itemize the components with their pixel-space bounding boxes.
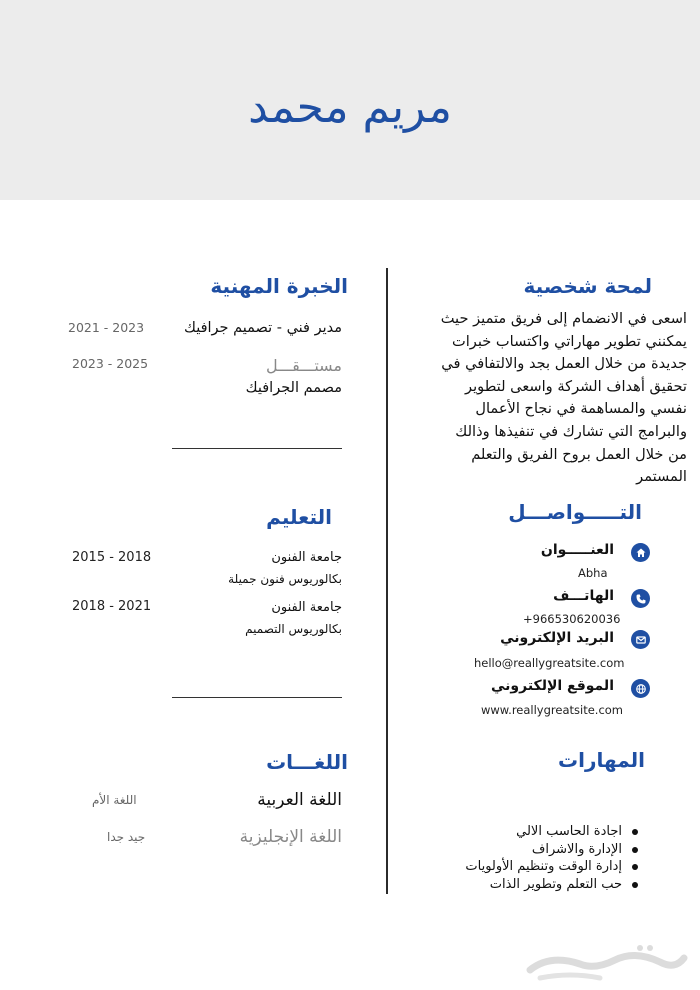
haraj-logo-icon	[520, 940, 690, 984]
experience-title: الخبرة المهنية	[210, 274, 348, 298]
contact-title: التـــــواصـــل	[508, 500, 642, 524]
website-value: www.reallygreatsite.com	[481, 703, 624, 717]
experience-role: مصمم الجرافيك	[245, 380, 342, 396]
experience-role: مدير فني - تصميم جرافيك	[183, 320, 342, 336]
profile-line: اسعى في الانضمام إلى فريق متميز حيث	[440, 310, 687, 327]
profile-line: من خلال العمل بروح الفريق والتعلم	[471, 445, 687, 463]
phone-label: الهاتـــف	[553, 588, 614, 604]
phone-icon	[631, 589, 650, 608]
email-label: البريد الإلكتروني	[500, 630, 614, 646]
profile-line: المستمر	[636, 468, 687, 486]
phone-value: +966530620036	[523, 612, 621, 626]
address-value: Abha	[578, 566, 608, 580]
education-school: جامعة الفنون	[271, 550, 342, 565]
education-degree: بكالوريوس التصميم	[245, 622, 342, 636]
skill-item: اجادة الحاسب الالي	[465, 823, 638, 841]
address-label: العنـــــوان	[540, 542, 614, 558]
language-level: اللغة الأم	[92, 793, 137, 807]
experience-date: 2023 - 2025	[72, 356, 149, 371]
language-name: اللغة الإنجليزية	[239, 827, 342, 847]
profile-line: والبرامج التي تشارك في تنفيذها وذالك	[455, 422, 687, 440]
section-divider	[172, 448, 342, 449]
email-value: hello@reallygreatsite.com	[474, 656, 625, 670]
profile-title: لمحة شخصية	[523, 274, 652, 298]
website-label: الموقع الإلكتروني	[491, 678, 614, 694]
skill-item: إدارة الوقت وتنظيم الأولويات	[465, 858, 638, 876]
education-date: 2018 - 2021	[72, 599, 152, 614]
skills-list	[465, 823, 638, 893]
profile-line: يمكنني تطوير مهاراتي واكتساب خبرات	[451, 332, 687, 350]
skills-title: المهارات	[558, 748, 645, 772]
education-date: 2015 - 2018	[72, 550, 152, 565]
language-name: اللغة العربية	[257, 790, 342, 810]
section-divider	[172, 697, 342, 698]
profile-text	[387, 308, 687, 489]
language-level: جيد جدا	[107, 830, 146, 844]
globe-icon	[631, 679, 650, 698]
languages-title: اللغـــات	[266, 750, 348, 774]
skill-item: حب التعلم وتطوير الذات	[465, 876, 638, 894]
profile-line: جديدة من خلال العمل بجد والالتفافي في	[441, 355, 687, 373]
resume-name: مريم محمد	[248, 82, 452, 133]
experience-date: 2021 - 2023	[68, 320, 145, 335]
profile-line: نفسي والمساهمة في نجاح الأعمال	[475, 400, 687, 418]
education-degree: بكالوريوس فنون جميلة	[228, 572, 342, 586]
experience-role-freelance: مستـــقـــل	[265, 356, 342, 375]
profile-line: تحقيق أهداف الشركة واسعى لتطوير	[465, 377, 687, 395]
skill-item: الإدارة والاشراف	[465, 841, 638, 859]
email-icon	[631, 630, 650, 649]
education-school: جامعة الفنون	[271, 600, 342, 615]
home-icon	[631, 543, 650, 562]
education-title: التعليم	[266, 505, 332, 529]
